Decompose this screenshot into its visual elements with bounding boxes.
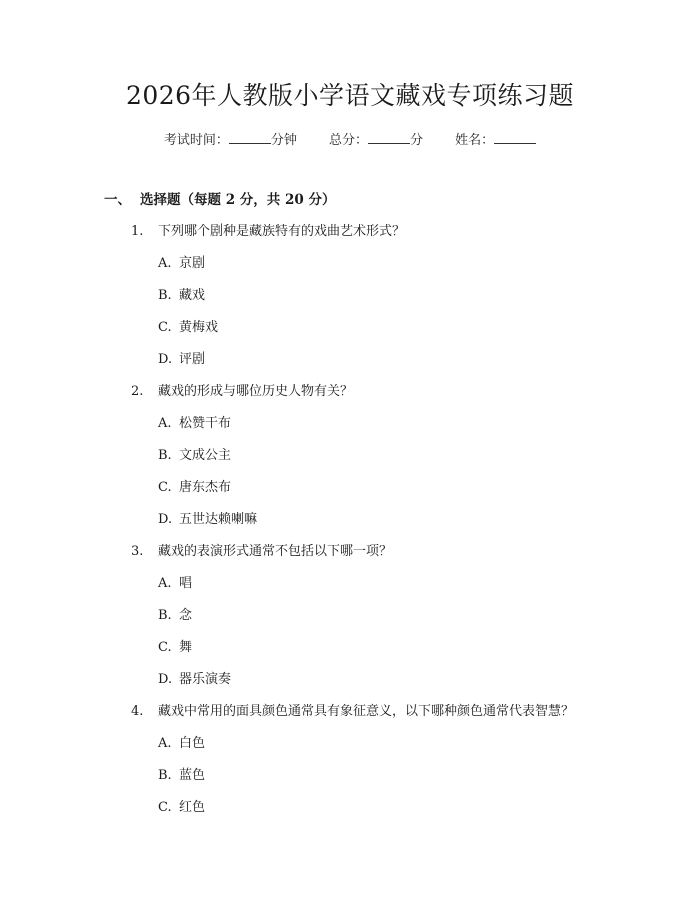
answer-option: [0, 510, 700, 542]
option-letter: B.: [158, 608, 172, 623]
option-text: 藏戏: [179, 288, 206, 303]
option-text: 舞: [179, 640, 193, 655]
option-text: 松赞干布: [179, 416, 232, 431]
question-2: [0, 382, 700, 414]
option-letter: B.: [158, 768, 172, 783]
answer-option: [0, 414, 700, 446]
question-list: [0, 222, 700, 830]
answer-option: [0, 254, 700, 286]
option-text: 红色: [179, 800, 206, 815]
question-3: [0, 542, 700, 574]
exam-time-label: 考试时间：: [163, 133, 229, 148]
option-letter: A.: [158, 576, 172, 591]
question-number: 1.: [131, 224, 144, 239]
question-number: 4.: [131, 704, 144, 719]
answer-option: [0, 350, 700, 382]
option-text: 黄梅戏: [179, 320, 219, 335]
student-name-blank: [494, 130, 536, 144]
question-number: 3.: [131, 544, 144, 559]
answer-option: [0, 734, 700, 766]
option-letter: D.: [158, 512, 173, 527]
option-letter: D.: [158, 352, 173, 367]
total-score-field: [329, 130, 423, 151]
section-title: 选择题（每题 2 分，共 20 分）: [140, 192, 336, 208]
option-text: 唐东杰布: [179, 480, 232, 495]
option-text: 五世达赖喇嘛: [179, 512, 258, 527]
option-letter: A.: [158, 736, 172, 751]
option-text: 器乐演奏: [179, 672, 232, 687]
question-4: [0, 702, 700, 734]
section-header: [104, 190, 335, 210]
answer-option: [0, 574, 700, 606]
document-title: 2026年人教版小学语文藏戏专项练习题: [125, 81, 575, 110]
answer-option: [0, 670, 700, 702]
option-letter: C.: [158, 800, 172, 815]
answer-option: [0, 318, 700, 350]
option-text: 念: [179, 608, 193, 623]
answer-option: [0, 478, 700, 510]
answer-option: [0, 446, 700, 478]
student-name-field: [455, 130, 536, 151]
exam-time-unit: 分钟: [270, 133, 297, 148]
option-text: 白色: [179, 736, 206, 751]
option-text: 文成公主: [179, 448, 232, 463]
exam-info-line: [0, 130, 700, 151]
option-letter: C.: [158, 640, 172, 655]
question-number: 2.: [131, 384, 144, 399]
section-number: 一、: [104, 192, 131, 208]
total-score-blank: [368, 130, 410, 144]
question-1: [0, 222, 700, 254]
student-name-label: 姓名：: [455, 133, 495, 148]
option-letter: B.: [158, 448, 172, 463]
option-text: 评剧: [179, 352, 206, 367]
option-letter: C.: [158, 480, 172, 495]
exam-time-field: [164, 130, 297, 151]
question-text: 藏戏的形成与哪位历史人物有关？: [158, 384, 354, 399]
answer-option: [0, 766, 700, 798]
option-letter: A.: [158, 256, 172, 271]
option-letter: A.: [158, 416, 172, 431]
option-letter: B.: [158, 288, 172, 303]
total-score-label: 总分：: [328, 133, 368, 148]
option-letter: C.: [158, 320, 172, 335]
answer-option: [0, 286, 700, 318]
answer-option: [0, 606, 700, 638]
question-text: 下列哪个剧种是藏族特有的戏曲艺术形式？: [158, 224, 406, 239]
total-score-unit: 分: [410, 133, 424, 148]
option-letter: D.: [158, 672, 173, 687]
exam-time-blank: [229, 130, 271, 144]
question-text: 藏戏的表演形式通常不包括以下哪一项？: [158, 544, 393, 559]
option-text: 蓝色: [179, 768, 206, 783]
option-text: 唱: [179, 576, 193, 591]
answer-option: [0, 798, 700, 830]
answer-option: [0, 638, 700, 670]
question-text: 藏戏中常用的面具颜色通常具有象征意义，以下哪种颜色通常代表智慧？: [158, 704, 575, 719]
option-text: 京剧: [179, 256, 206, 271]
